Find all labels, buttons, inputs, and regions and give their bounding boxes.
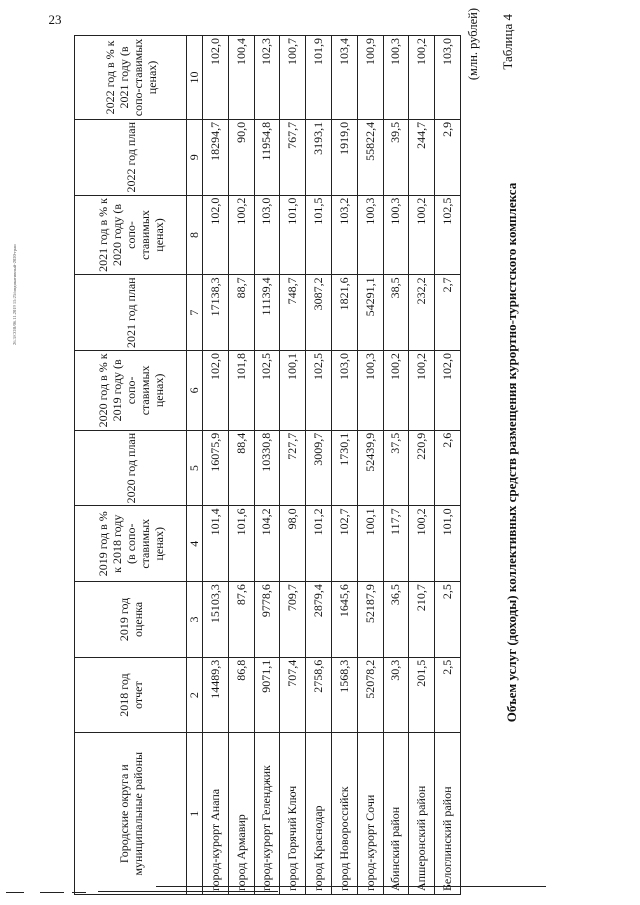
row-name-cell: город Армавир (228, 733, 254, 895)
value-cell: 1645,6 (331, 582, 357, 658)
value-cell: 36,5 (383, 582, 409, 658)
value-cell: 102,7 (331, 506, 357, 582)
value-cell: 1730,1 (331, 430, 357, 506)
header-cell: 2021 год план (75, 275, 187, 351)
data-table (74, 35, 461, 895)
value-cell: 117,7 (383, 506, 409, 582)
value-cell: 103,0 (435, 36, 461, 120)
row-name-cell: Абинский район (383, 733, 409, 895)
value-cell: 1919,0 (331, 119, 357, 195)
value-cell: 100,2 (409, 506, 435, 582)
value-cell: 101,0 (280, 195, 306, 275)
table-row (331, 36, 357, 895)
value-cell: 102,3 (254, 36, 280, 120)
column-number: 9 (187, 119, 203, 195)
value-cell: 103,0 (331, 351, 357, 431)
value-cell: 88,7 (228, 275, 254, 351)
table-row (228, 36, 254, 895)
table-row (280, 36, 306, 895)
value-cell: 14489,3 (203, 657, 229, 733)
table-row (409, 36, 435, 895)
row-name-cell: Апшеронский район (409, 733, 435, 895)
value-cell: 244,7 (409, 119, 435, 195)
value-cell: 16075,9 (203, 430, 229, 506)
table-row (203, 36, 229, 895)
value-cell: 103,0 (254, 195, 280, 275)
value-cell: 55822,4 (357, 119, 383, 195)
table-row (254, 36, 280, 895)
header-cell: 2020 год план (75, 430, 187, 506)
value-cell: 3009,7 (306, 430, 332, 506)
value-cell: 101,6 (228, 506, 254, 582)
row-name-cell: город-курорт Сочи (357, 733, 383, 895)
page-number: 23 (48, 12, 62, 27)
value-cell: 103,2 (331, 195, 357, 275)
scan-divider-dash (40, 892, 64, 893)
header-cell: 2022 год в % к 2021 году (в сопо-ставимых ценах) (75, 36, 187, 120)
value-cell: 11954,8 (254, 119, 280, 195)
value-cell: 709,7 (280, 582, 306, 658)
header-cell: 2021 год в % к 2020 году (в сопо-ставимых ценах) (75, 195, 187, 275)
column-number: 4 (187, 506, 203, 582)
row-name-cell: Белоглинский район (435, 733, 461, 895)
value-cell: 100,7 (280, 36, 306, 120)
column-number: 2 (187, 657, 203, 733)
value-cell: 38,5 (383, 275, 409, 351)
value-cell: 100,3 (357, 195, 383, 275)
value-cell: 2,9 (435, 119, 461, 195)
value-cell: 100,3 (357, 351, 383, 431)
value-cell: 100,2 (409, 36, 435, 120)
value-cell: 102,0 (203, 36, 229, 120)
value-cell: 18294,7 (203, 119, 229, 195)
value-cell: 52078,2 (357, 657, 383, 733)
value-cell: 17138,3 (203, 275, 229, 351)
value-cell: 100,4 (228, 36, 254, 120)
value-cell: 52439,9 (357, 430, 383, 506)
column-number: 1 (187, 733, 203, 895)
value-cell: 54291,1 (357, 275, 383, 351)
header-cell: 2019 год в % к 2018 году (в сопо-ставимых ценах) (75, 506, 187, 582)
table-row (306, 36, 332, 895)
column-number: 8 (187, 195, 203, 275)
column-number: 5 (187, 430, 203, 506)
value-cell: 100,2 (409, 195, 435, 275)
value-cell: 102,0 (203, 195, 229, 275)
value-cell: 102,5 (254, 351, 280, 431)
value-cell: 100,2 (409, 351, 435, 431)
table-row (383, 36, 409, 895)
value-cell: 2758,6 (306, 657, 332, 733)
header-cell: 2020 год в % к 2019 году (в сопо-ставимых ценах) (75, 351, 187, 431)
value-cell: 100,2 (228, 195, 254, 275)
value-cell: 101,8 (228, 351, 254, 431)
value-cell: 2879,4 (306, 582, 332, 658)
value-cell: 100,2 (383, 351, 409, 431)
header-cell: 2018 год отчет (75, 657, 187, 733)
value-cell: 86,8 (228, 657, 254, 733)
header-cell: 2019 год оценка (75, 582, 187, 658)
value-cell: 2,6 (435, 430, 461, 506)
value-cell: 3087,2 (306, 275, 332, 351)
value-cell: 101,0 (435, 506, 461, 582)
value-cell: 101,9 (306, 36, 332, 120)
column-number: 10 (187, 36, 203, 120)
value-cell: 232,2 (409, 275, 435, 351)
value-cell: 101,4 (203, 506, 229, 582)
document-footer-note: 26.3/СОВ/06.11.2019 15:25/индикативный-2020-граи (12, 244, 17, 345)
header-cell: 2022 год план (75, 119, 187, 195)
value-cell: 52187,9 (357, 582, 383, 658)
value-cell: 98,0 (280, 506, 306, 582)
column-number: 3 (187, 582, 203, 658)
value-cell: 100,1 (357, 506, 383, 582)
value-cell: 220,9 (409, 430, 435, 506)
value-cell: 1568,3 (331, 657, 357, 733)
value-cell: 88,4 (228, 430, 254, 506)
value-cell: 101,2 (306, 506, 332, 582)
row-name-cell: город Новороссийск (331, 733, 357, 895)
table-title: Объем услуг (доходы) коллективных средств размещения курортно-туристского комплекса (504, 182, 519, 723)
value-cell: 102,5 (306, 351, 332, 431)
value-cell: 210,7 (409, 582, 435, 658)
table-label: Таблица 4 (500, 14, 515, 70)
row-name-cell: город-курорт Геленджик (254, 733, 280, 895)
value-cell: 30,3 (383, 657, 409, 733)
value-cell: 1821,6 (331, 275, 357, 351)
value-cell: 707,4 (280, 657, 306, 733)
value-cell: 748,7 (280, 275, 306, 351)
value-cell: 100,9 (357, 36, 383, 120)
units-label: (млн. рублей) (466, 8, 480, 81)
value-cell: 2,5 (435, 582, 461, 658)
value-cell: 100,3 (383, 36, 409, 120)
column-number: 7 (187, 275, 203, 351)
value-cell: 2,7 (435, 275, 461, 351)
column-number-row (187, 36, 203, 895)
value-cell: 102,0 (435, 351, 461, 431)
value-cell: 100,1 (280, 351, 306, 431)
row-name-cell: город Краснодар (306, 733, 332, 895)
value-cell: 102,0 (203, 351, 229, 431)
row-name-cell: город Горячий Ключ (280, 733, 306, 895)
value-cell: 3193,1 (306, 119, 332, 195)
table-row (357, 36, 383, 895)
value-cell: 9071,1 (254, 657, 280, 733)
value-cell: 201,5 (409, 657, 435, 733)
value-cell: 39,5 (383, 119, 409, 195)
value-cell: 2,5 (435, 657, 461, 733)
value-cell: 104,2 (254, 506, 280, 582)
value-cell: 10330,8 (254, 430, 280, 506)
value-cell: 87,6 (228, 582, 254, 658)
value-cell: 103,4 (331, 36, 357, 120)
scan-divider-line (156, 886, 546, 887)
value-cell: 11139,4 (254, 275, 280, 351)
column-number: 6 (187, 351, 203, 431)
value-cell: 9778,6 (254, 582, 280, 658)
value-cell: 15103,3 (203, 582, 229, 658)
scan-divider-dash (6, 892, 24, 893)
header-row (75, 36, 187, 895)
value-cell: 102,5 (435, 195, 461, 275)
value-cell: 727,7 (280, 430, 306, 506)
value-cell: 100,3 (383, 195, 409, 275)
scan-divider-dash (98, 891, 278, 892)
scan-divider-dash (72, 892, 86, 893)
row-name-cell: город-курорт Анапа (203, 733, 229, 895)
header-cell: Городские округа и муниципальные районы (75, 733, 187, 895)
value-cell: 90,0 (228, 119, 254, 195)
value-cell: 37,5 (383, 430, 409, 506)
value-cell: 101,5 (306, 195, 332, 275)
table-row (435, 36, 461, 895)
value-cell: 767,7 (280, 119, 306, 195)
